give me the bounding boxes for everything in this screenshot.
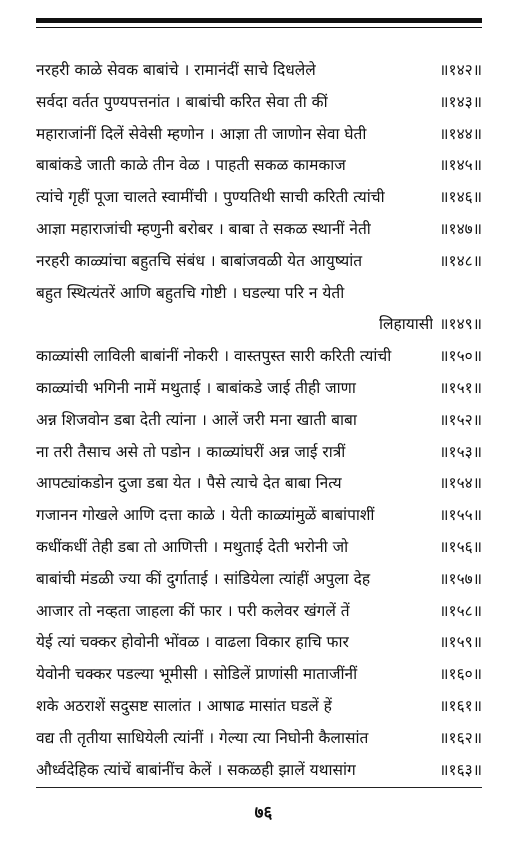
verse-text: त्यांचे गृहीं पूजा चालते स्वामींची । पुण्यतिथी साची करिती त्यांची	[36, 188, 385, 207]
verse-line	[36, 532, 482, 564]
verse-line	[36, 341, 482, 373]
verse-number: ॥१४४॥	[439, 124, 482, 143]
verse-text: नरहरी काळ्यांचा बहुतचि संबंध । बाबांजवळी येत आयुष्यांत	[36, 251, 363, 270]
verse-line	[36, 373, 482, 405]
verse-text: लिहायासी	[378, 315, 434, 334]
verse-text: शके अठराशें सदुसष्ट सालांत । आषाढ मासांत घडलें हें	[36, 696, 332, 715]
verse-text: आपट्यांकडोन दुजा डबा येत । पैसे त्याचे देत बाबा नित्य	[36, 474, 342, 493]
verse-number: ॥१५५॥	[439, 506, 482, 525]
verse-number: ॥१४८॥	[439, 251, 482, 270]
verse-number: ॥१५०॥	[439, 347, 482, 366]
verse-number: ॥१६१॥	[439, 696, 482, 715]
verse-text: बाबांची मंडळी ज्या कीं दुर्गाताई । सांडियेला त्यांहीं अपुला देह	[36, 569, 371, 588]
verse-text: महाराजांनीं दिलें सेवेसी म्हणोन । आज्ञा ती जाणोन सेवा घेती	[36, 124, 367, 143]
verse-line	[36, 182, 482, 214]
verse-line	[36, 627, 482, 659]
verse-line	[36, 500, 482, 532]
header-rule-thick	[36, 18, 482, 23]
verse-line	[36, 55, 482, 87]
verse-text: और्ध्वदेहिक त्यांचें बाबांनींच केलें । सकळही झालें यथासांग	[36, 760, 356, 779]
verse-text: गजानन गोखले आणि दत्ता काळे । येती काळ्यांमुळें बाबांपाशीं	[36, 506, 375, 525]
verse-text: काळ्यांची भगिनी नामें मथुताई । बाबांकडे जाई तीही जाणा	[36, 378, 356, 397]
verse-line	[36, 437, 482, 469]
verse-text: येई त्यां चक्कर होवोनी भोंवळ । वाढला विकार हाचि फार	[36, 633, 349, 652]
verse-number: ॥१६०॥	[439, 665, 482, 684]
verse-number: ॥१४६॥	[439, 188, 482, 207]
page-number: ७६	[254, 803, 273, 823]
verse-text: काळ्यांसी लाविली बाबांनीं नोकरी । वास्तपुस्त सारी करिती त्यांची	[36, 347, 392, 366]
verse-line	[36, 214, 482, 246]
verse-line	[36, 150, 482, 182]
verse-number: ॥१५४॥	[439, 474, 482, 493]
verse-line	[36, 755, 482, 787]
verse-text: आज्ञा महाराजांची म्हणुनी बरोबर । बाबा ते सकळ स्थानीं नेती	[36, 219, 371, 238]
verse-line	[36, 564, 482, 596]
verse-line	[36, 246, 482, 278]
verse-number: ॥१५९॥	[439, 633, 482, 652]
verse-text: सर्वदा वर्तत पुण्यपत्तनांत । बाबांची करित सेवा ती कीं	[36, 92, 328, 111]
verse-line	[36, 119, 482, 151]
verse-number: ॥१६३॥	[439, 760, 482, 779]
verse-number: ॥१४५॥	[439, 156, 482, 175]
verse-number: ॥१४३॥	[439, 92, 482, 111]
verse-text: नरहरी काळे सेवक बाबांचे । रामानंदीं साचे दिधलेले	[36, 61, 316, 79]
verse-number: ॥१५१॥	[439, 378, 482, 397]
verse-number: ॥१५२॥	[439, 410, 482, 429]
verse-text: बहुत स्थित्यंतरें आणि बहुतचि गोष्टी । घडल्या परि न येती	[36, 283, 345, 302]
verse-number: ॥१५६॥	[439, 537, 482, 556]
verse-number: ॥१४९॥	[439, 315, 482, 334]
verse-line	[36, 691, 482, 723]
verse-text: कधींकधीं तेही डबा तो आणित्ती । मथुताई देती भरोनी जो	[36, 537, 349, 556]
verse-line	[36, 468, 482, 500]
verse-number: ॥१६२॥	[439, 728, 482, 747]
verse-number: ॥१४२॥	[439, 61, 482, 79]
verse-text: वद्य ती तृतीया साधियेली त्यांनीं । गेल्या त्या निघोनी कैलासांत	[36, 728, 369, 747]
verse-text: बाबांकडे जाती काळे तीन वेळ । पाहती सकळ कामकाज	[36, 156, 346, 175]
verse-line	[36, 596, 482, 628]
verse-number: ॥१५३॥	[439, 442, 482, 461]
verse-line	[36, 278, 482, 310]
verse-list	[36, 55, 482, 786]
verse-number: ॥१४७॥	[439, 219, 482, 238]
footer-rule	[36, 787, 482, 788]
verse-line	[36, 87, 482, 119]
verse-line	[36, 405, 482, 437]
verse-line	[36, 309, 482, 341]
header-rule-thin	[36, 27, 482, 28]
verse-text: अन्न शिजवोन डबा देती त्यांना । आलें जरी मना खाती बाबा	[36, 410, 357, 429]
verse-number: ॥१५८॥	[439, 601, 482, 620]
verse-text: आजार तो नव्हता जाहला कीं फार । परी कलेवर खंगलें तें	[36, 601, 350, 620]
verse-number: ॥१५७॥	[439, 569, 482, 588]
verse-text: येवोनी चक्कर पडल्या भूमीसी । सोडिलें प्राणांसी माताजींनीं	[36, 665, 358, 684]
verse-line	[36, 723, 482, 755]
verse-text: ना तरी तैसाच असे तो पडोन । काळ्यांघरीं अन्न जाई रात्रीं	[36, 442, 346, 461]
verse-line	[36, 659, 482, 691]
